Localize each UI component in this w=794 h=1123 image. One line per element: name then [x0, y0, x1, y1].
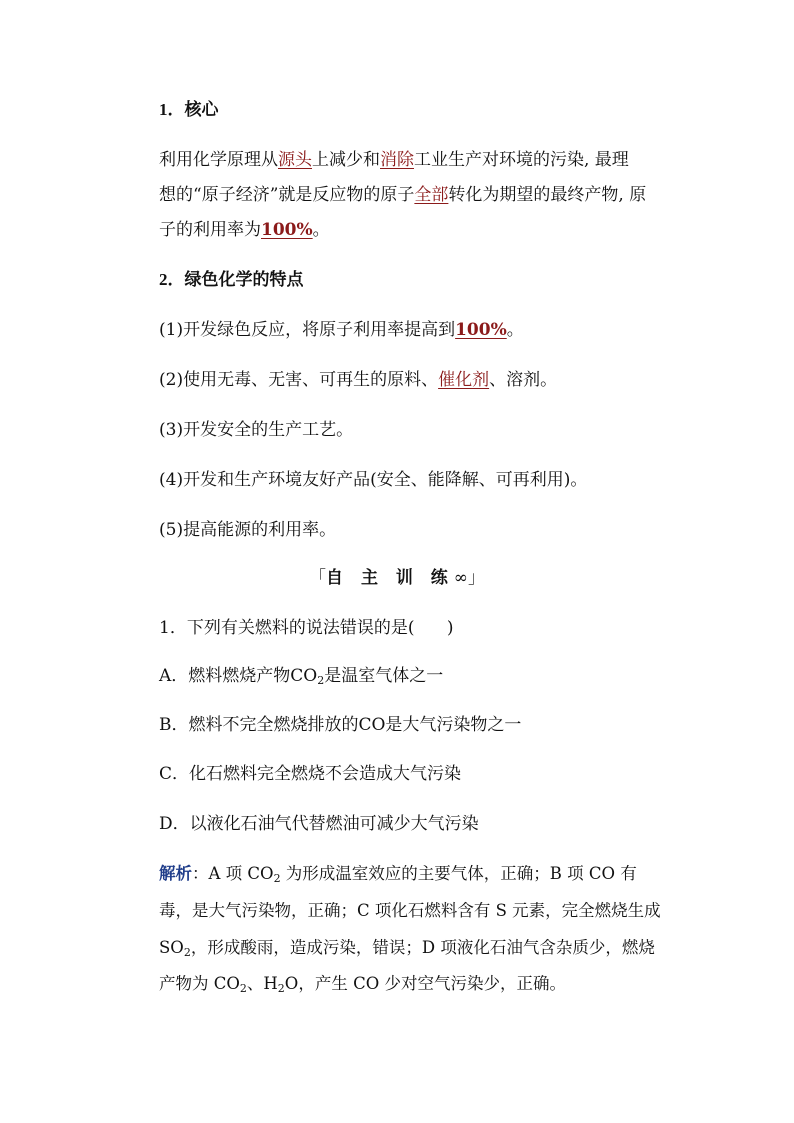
explanation-line-1: [159, 864, 637, 884]
subscript: 2: [273, 872, 281, 885]
answer-blank-eliminate: 消除: [380, 150, 414, 170]
explanation-line-3: [159, 938, 655, 958]
text-segment: ): [446, 618, 454, 638]
text-segment: 转化为期望的最终产物, 原: [448, 185, 647, 205]
infinity-icon: ∞: [453, 568, 468, 588]
text-segment: 1．下列有关燃料的说法错误的是(: [159, 618, 415, 638]
text-segment: 为形成温室效应的主要气体，正确；B 项 CO 有: [280, 864, 637, 883]
text-segment: 想的“原子经济”就是反应物的原子: [159, 185, 415, 205]
core-paragraph-line-2: [159, 185, 646, 205]
text-segment: 是温室气体之一: [324, 666, 444, 686]
feature-item-1: [159, 320, 524, 340]
option-b: B．燃料不完全燃烧排放的CO是大气污染物之一: [159, 715, 522, 735]
section-heading-features: 2．绿色化学的特点: [159, 270, 304, 289]
explanation-line-4: [159, 974, 566, 994]
feature-item-2: [159, 370, 557, 390]
text-segment: 产物为 CO: [159, 974, 240, 993]
answer-blank-all: 全部: [414, 185, 449, 205]
training-section-title: [0, 568, 794, 588]
training-title: 自 主 训 练: [326, 568, 454, 588]
text-segment: (2)使用无毒、无害、可再生的原料、: [159, 370, 439, 390]
explanation-label: 解析: [159, 864, 192, 883]
text-segment: (1)开发绿色反应，将原子利用率提高到: [159, 320, 456, 340]
option-a: [159, 666, 443, 686]
text-segment: ，形成酸雨，造成污染，错误；D 项液化石油气含杂质少，燃烧: [190, 938, 655, 957]
option-d: D．以液化石油气代替燃油可减少大气污染: [159, 814, 479, 834]
explanation-line-2: 毒，是大气污染物，正确；C 项化石燃料含有 S 元素，完全燃烧生成: [159, 901, 661, 920]
text-segment: ：A 项 CO: [192, 864, 274, 883]
subscript: 2: [183, 946, 191, 959]
answer-blank-100-percent: 100%: [261, 220, 313, 240]
answer-blank-100-percent: 100%: [455, 320, 507, 340]
text-segment: SO: [159, 938, 184, 957]
feature-item-3: (3)开发安全的生产工艺。: [159, 420, 354, 440]
text-segment: 子的利用率为: [159, 220, 261, 240]
text-segment: O，产生 CO 少对空气污染少，正确。: [284, 974, 566, 993]
answer-parentheses-blank: [414, 618, 446, 638]
feature-item-4: (4)开发和生产环境友好产品(安全、能降解、可再利用)。: [159, 470, 588, 490]
feature-item-5: (5)提高能源的利用率。: [159, 520, 337, 540]
bracket-open: 「: [309, 568, 327, 588]
text-segment: 。: [312, 220, 330, 240]
core-paragraph-line-1: [159, 150, 629, 170]
question-stem: [159, 618, 454, 638]
text-segment: 利用化学原理从: [159, 150, 278, 170]
text-segment: 、H: [246, 974, 278, 993]
text-segment: 。: [506, 320, 524, 340]
subscript: 2: [239, 982, 247, 995]
answer-blank-catalyst: 催化剂: [438, 370, 490, 390]
bracket-close: 」: [467, 568, 485, 588]
text-segment: 工业生产对环境的污染, 最理: [414, 150, 629, 170]
answer-blank-source: 源头: [278, 150, 312, 170]
text-segment: A．燃料燃烧产物CO: [159, 666, 318, 686]
text-segment: 、溶剂。: [489, 370, 558, 390]
core-paragraph-line-3: [159, 220, 330, 240]
subscript: 2: [277, 982, 285, 995]
option-c: C．化石燃料完全燃烧不会造成大气污染: [159, 764, 462, 784]
subscript: 2: [317, 674, 325, 687]
text-segment: 上减少和: [312, 150, 380, 170]
section-heading-core: 1．核心: [159, 100, 219, 119]
